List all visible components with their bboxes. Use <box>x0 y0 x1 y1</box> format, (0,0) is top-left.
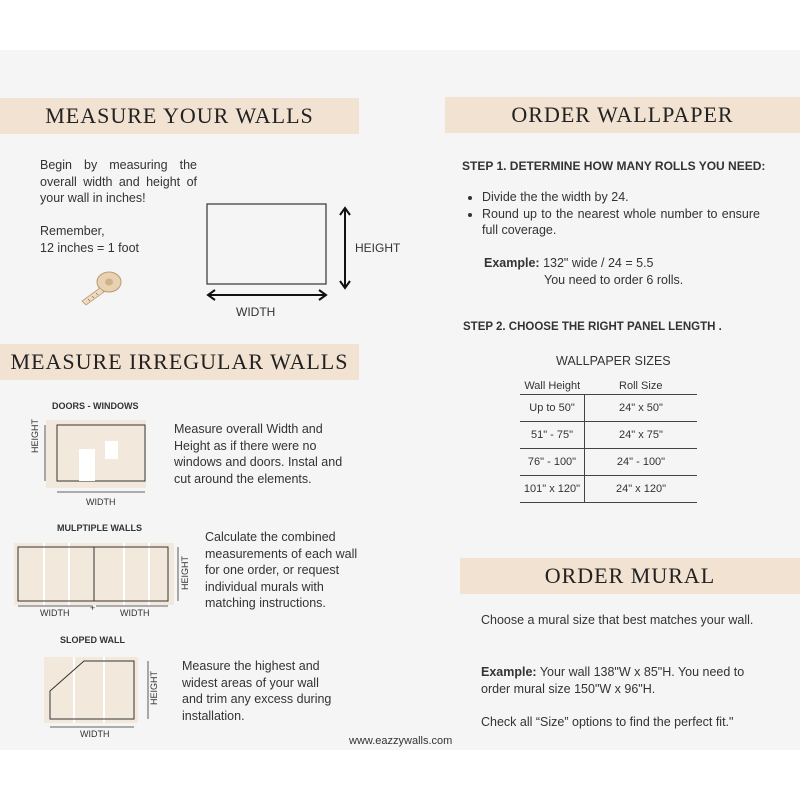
step1-bullets <box>468 189 760 239</box>
table-row <box>520 395 697 422</box>
table-cell: 101" x 120" <box>520 476 585 503</box>
mural-intro: Choose a mural size that best matches your wall. <box>481 613 754 627</box>
multiple-plus-label: + <box>90 603 96 613</box>
wall-fill <box>44 657 138 723</box>
mural-example <box>481 664 771 697</box>
bullet-item: • Divide the the width by 24. <box>482 189 760 206</box>
doors-windows-text: Measure overall Width and Height as if there were no windows and doors. Instal and cut around the elements. <box>174 422 343 486</box>
sloped-wall-text: Measure the highest and widest areas of your wall and trim any excess during installation. <box>182 659 332 723</box>
column-header: Wall Height <box>520 378 585 395</box>
bullet-item: • Round up to the nearest whole number to ensure full coverage. <box>482 206 760 239</box>
column-header: Roll Size <box>585 378 698 395</box>
example-line-2: You need to order 6 rolls. <box>544 273 684 287</box>
multiple-height-label: HEIGHT <box>180 555 190 590</box>
multiple-width-label-b: WIDTH <box>120 608 150 618</box>
sloped-height-label: HEIGHT <box>149 670 159 705</box>
table-cell: 24" x 120" <box>585 476 698 503</box>
doors-height-label: HEIGHT <box>30 418 40 453</box>
height-arrow-icon <box>340 208 350 288</box>
table-cell: 51" - 75" <box>520 422 585 449</box>
tape-measure-icon <box>76 268 126 308</box>
width-arrow-icon <box>208 290 326 300</box>
website-link[interactable]: www.eazzywalls.com <box>349 735 453 747</box>
sloped-wall-title: SLOPED WALL <box>60 635 125 645</box>
table-row <box>520 449 697 476</box>
table-row <box>520 422 697 449</box>
door-icon <box>79 449 95 481</box>
multiple-width-label-a: WIDTH <box>40 608 70 618</box>
window-icon <box>105 441 118 459</box>
mural-example-text: Your wall 138"W x 85"H. You need to order mural size 150"W x 96"H. <box>481 665 745 696</box>
measure-walls-title: MEASURE YOUR WALLS <box>45 103 314 128</box>
remember-note <box>40 223 190 256</box>
irregular-walls-title: MEASURE IRREGULAR WALLS <box>10 349 349 374</box>
step1-heading: STEP 1. DETERMINE HOW MANY ROLLS YOU NEED: <box>462 159 766 173</box>
multiple-walls-title: MULPTIPLE WALLS <box>57 523 142 533</box>
table-cell: Up to 50" <box>520 395 585 422</box>
table-cell: 24" x 75" <box>585 422 698 449</box>
order-mural-title: ORDER MURAL <box>544 563 716 588</box>
step2-heading: STEP 2. CHOOSE THE RIGHT PANEL LENGTH . <box>463 321 722 333</box>
mural-example-label: Example: <box>481 665 537 679</box>
wall-measure-diagram <box>205 203 415 313</box>
wallpaper-sizes-table <box>520 378 697 503</box>
wall-height-label: HEIGHT <box>355 241 401 255</box>
example-label: Example: <box>484 256 540 270</box>
table-cell: 24" - 100" <box>585 449 698 476</box>
mural-check-text: Check all “Size” options to find the perfect fit." <box>481 715 734 729</box>
irregular-walls-header <box>0 344 359 380</box>
sizes-title: WALLPAPER SIZES <box>556 354 671 368</box>
wall-fill <box>46 420 146 488</box>
doors-width-label: WIDTH <box>86 497 116 507</box>
wall-width-label: WIDTH <box>236 305 276 319</box>
remember-line-2: 12 inches = 1 foot <box>40 240 140 255</box>
table-row <box>520 476 697 503</box>
sloped-width-label: WIDTH <box>80 729 110 739</box>
doors-windows-title: DOORS - WINDOWS <box>52 401 139 411</box>
table-header-row <box>520 378 697 395</box>
remember-line-1: Remember, <box>40 224 105 238</box>
order-wallpaper-title: ORDER WALLPAPER <box>511 102 734 127</box>
measure-walls-intro: Begin by measuring the overall width and height of your wall in inches! <box>40 158 197 205</box>
measure-walls-header <box>0 98 359 134</box>
table-cell: 24" x 50" <box>585 395 698 422</box>
order-wallpaper-header <box>445 97 800 133</box>
example-line-1: 132" wide / 24 = 5.5 <box>543 256 654 270</box>
order-mural-header <box>460 558 800 594</box>
table-cell: 76" - 100" <box>520 449 585 476</box>
multiple-walls-text: Calculate the combined measurements of each wall for one order, or request individual murals with matching instructions. <box>205 530 358 610</box>
wall-outline <box>207 204 326 284</box>
example-block <box>484 255 654 272</box>
